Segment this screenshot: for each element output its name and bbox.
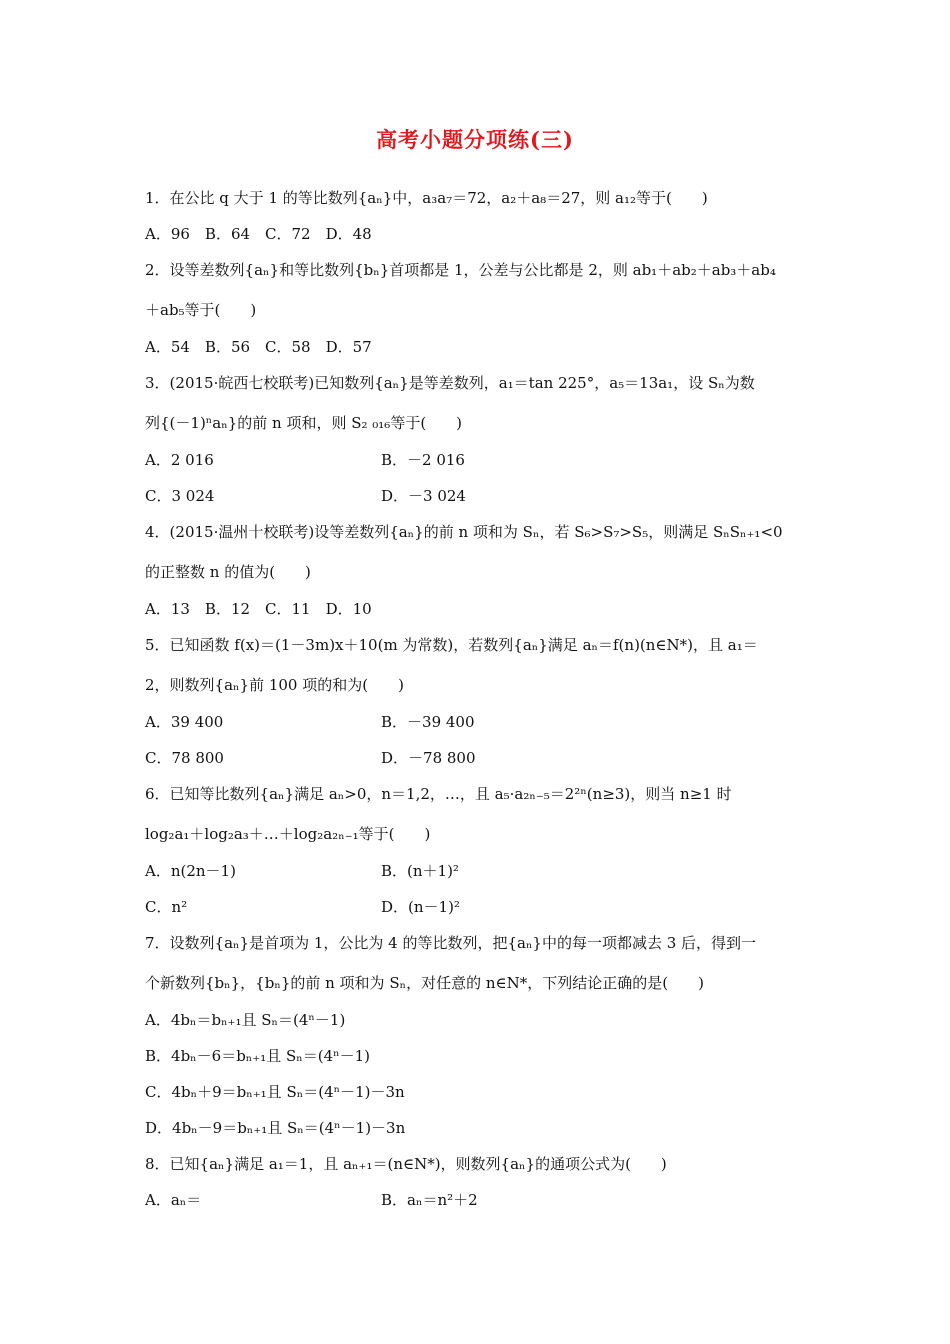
question-3-stem-line1: 3．(2015·皖西七校联考)已知数列{aₙ}是等差数列，a₁＝tan 225°，a₅＝13a₁，设 Sₙ为数 bbox=[145, 374, 755, 392]
question-7-option-b: B．4bₙ－6＝bₙ₊₁且 Sₙ＝(4ⁿ－1) bbox=[145, 1047, 371, 1065]
question-8-stem: 8．已知{aₙ}满足 a₁＝1，且 aₙ₊₁＝(n∈N*)，则数列{aₙ}的通项公式为( ) bbox=[145, 1155, 667, 1173]
question-3-option-a: A．2 016 bbox=[145, 451, 214, 469]
question-5-option-a: A．39 400 bbox=[145, 713, 224, 731]
question-7-option-d: D．4bₙ－9＝bₙ₊₁且 Sₙ＝(4ⁿ－1)－3n bbox=[145, 1119, 406, 1137]
question-7-stem-line1: 7．设数列{aₙ}是首项为 1，公比为 4 的等比数列，把{aₙ}中的每一项都减去 3 后，得到一 bbox=[145, 934, 757, 952]
question-5-option-d: D．－78 800 bbox=[381, 749, 476, 767]
question-6-option-a: A．n(2n－1) bbox=[145, 862, 236, 880]
question-3-option-d: D．－3 024 bbox=[381, 487, 466, 505]
question-5-stem-line2: 2，则数列{aₙ}前 100 项的和为( ) bbox=[145, 676, 404, 694]
question-6-stem-line1: 6．已知等比数列{aₙ}满足 aₙ>0，n＝1,2，…，且 a₅·a₂ₙ₋₅＝2²ⁿ(n≥3)，则当 n≥1 时 bbox=[145, 785, 732, 803]
question-2-options: A．54 B．56 C．58 D．57 bbox=[145, 338, 372, 356]
question-8-option-a: A．aₙ＝ bbox=[145, 1191, 202, 1209]
question-2-stem-line2: ＋ab₅等于( ) bbox=[145, 301, 257, 319]
question-4-stem-line1: 4．(2015·温州十校联考)设等差数列{aₙ}的前 n 项和为 Sₙ，若 S₆>S₇>S₅，则满足 SₙSₙ₊₁<0 bbox=[145, 523, 783, 541]
question-1-options: A．96 B．64 C．72 D．48 bbox=[145, 225, 372, 243]
page-title: 高考小题分项练(三) bbox=[376, 127, 574, 152]
question-3-option-c: C．3 024 bbox=[145, 487, 215, 505]
question-4-options: A．13 B．12 C．11 D．10 bbox=[145, 600, 372, 618]
question-5-option-c: C．78 800 bbox=[145, 749, 224, 767]
question-2-stem-line1: 2．设等差数列{aₙ}和等比数列{bₙ}首项都是 1，公差与公比都是 2，则 ab₁＋ab₂＋ab₃＋ab₄ bbox=[145, 261, 776, 279]
question-6-stem-line2: log₂a₁＋log₂a₃＋…＋log₂a₂ₙ₋₁等于( ) bbox=[145, 825, 431, 843]
question-6-option-c: C．n² bbox=[145, 898, 188, 916]
question-6-option-b: B．(n＋1)² bbox=[381, 862, 459, 880]
question-1-stem: 1．在公比 q 大于 1 的等比数列{aₙ}中，a₃a₇＝72，a₂＋a₈＝27，则 a₁₂等于( ) bbox=[145, 189, 708, 207]
question-3-option-b: B．－2 016 bbox=[381, 451, 465, 469]
question-5-stem-line1: 5．已知函数 f(x)＝(1－3m)x＋10(m 为常数)，若数列{aₙ}满足 aₙ＝f(n)(n∈N*)，且 a₁＝ bbox=[145, 636, 758, 654]
question-7-stem-line2: 个新数列{bₙ}，{bₙ}的前 n 项和为 Sₙ，对任意的 n∈N*，下列结论正确的是( ) bbox=[145, 974, 704, 992]
question-8-option-b: B．aₙ＝n²＋2 bbox=[381, 1191, 478, 1209]
question-3-stem-line2: 列{(－1)ⁿaₙ}的前 n 项和，则 S₂ ₀₁₆等于( ) bbox=[145, 414, 463, 432]
question-7-option-c: C．4bₙ＋9＝bₙ₊₁且 Sₙ＝(4ⁿ－1)－3n bbox=[145, 1083, 405, 1101]
question-5-option-b: B．－39 400 bbox=[381, 713, 475, 731]
question-7-option-a: A．4bₙ＝bₙ₊₁且 Sₙ＝(4ⁿ－1) bbox=[145, 1011, 346, 1029]
question-4-stem-line2: 的正整数 n 的值为( ) bbox=[145, 563, 311, 581]
question-6-option-d: D．(n－1)² bbox=[381, 898, 460, 916]
